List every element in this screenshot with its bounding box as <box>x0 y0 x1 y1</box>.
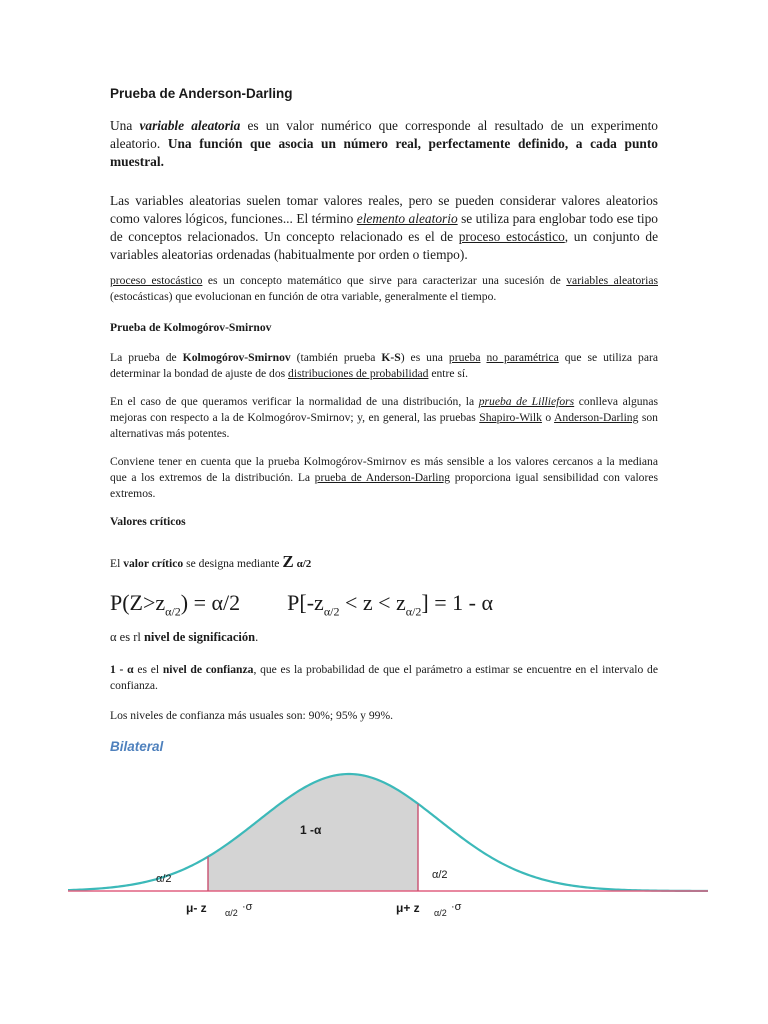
text: La prueba de <box>110 351 183 364</box>
text: P[-z <box>287 590 324 615</box>
x-label-upper-sigma: ·σ <box>451 901 462 913</box>
paragraph-stochastic-process <box>110 273 658 305</box>
paragraph-confidence-levels: Los niveles de confianza más usuales son: 90%; 95% y 99%. <box>110 709 394 722</box>
region-label-left-tail: α/2 <box>156 873 172 885</box>
text: . <box>255 630 259 644</box>
link-distribuciones-de-probabilidad[interactable]: distribuciones de probabilidad <box>288 367 429 380</box>
text: El <box>110 557 124 570</box>
text: que se utiliza para determinar la bondad de ajuste de dos <box>110 351 658 380</box>
text: es el <box>133 663 163 676</box>
link-variables-aleatorias[interactable]: variables aleatorias <box>566 274 658 287</box>
page-title: Prueba de Anderson-Darling <box>110 86 293 101</box>
definition-bold: Una función que asocia un número real, perfectamente definido, a cada punto muestral. <box>110 136 658 169</box>
paragraph-critical-value <box>110 554 658 572</box>
x-label-lower-sigma: ·σ <box>242 901 253 913</box>
text: o <box>541 411 555 424</box>
link-elemento-aleatorio[interactable]: elemento aleatorio <box>356 211 458 226</box>
term-one-minus-alpha: 1 - α <box>110 663 134 676</box>
subscript: α/2 <box>405 604 422 619</box>
heading-bilateral: Bilateral <box>110 739 164 754</box>
subscript: α/2 <box>165 604 181 619</box>
symbol-z: Z <box>282 552 294 571</box>
text: es un valor numérico que corresponde al resultado de un experimento aleatorio. <box>110 118 658 151</box>
subscript: α/2 <box>323 604 340 619</box>
text: (estocásticas) que evolucionan en función de otra variable, generalmente el tiempo. <box>110 290 497 303</box>
term-nivel-de-confianza: nivel de confianza <box>162 663 254 676</box>
paragraph-real-values <box>110 192 658 264</box>
link-proceso-estocastico[interactable]: proceso estocástico <box>110 274 203 287</box>
heading-valores-criticos: Valores críticos <box>110 515 186 528</box>
region-label-right-tail: α/2 <box>432 869 448 881</box>
text: ) es una <box>400 351 449 364</box>
term-kolmogorov-smirnov: Kolmogórov-Smirnov <box>182 351 291 364</box>
link-prueba-de-anderson-darling[interactable]: prueba de Anderson-Darling <box>314 471 451 484</box>
text: , un conjunto de variables aleatorias ordenadas (habitualmente por orden o tiempo). <box>110 229 659 262</box>
link-no-parametrica[interactable]: no paramétrica <box>486 351 559 364</box>
text: (también prueba <box>290 351 382 364</box>
link-proceso-estocastico[interactable]: proceso estocástico <box>458 229 565 244</box>
paragraph-sensitivity <box>110 454 658 502</box>
text: se utiliza para englobar todo ese tipo de conceptos relacionados. Un concepto relacionado es el de <box>110 211 658 244</box>
text: es un concepto matemático que sirve para caracterizar una sucesión de <box>202 274 567 287</box>
text: P(Z>z <box>110 590 166 615</box>
text: Una <box>110 118 140 133</box>
paragraph-significance <box>110 629 658 645</box>
formula-confidence-interval <box>287 590 494 619</box>
link-shapiro-wilk[interactable]: Shapiro-Wilk <box>479 411 542 424</box>
symbol-alpha-half: α/2 <box>296 558 312 570</box>
x-label-upper-prefix: μ+ z <box>396 901 420 915</box>
text: < z < z <box>339 590 406 615</box>
region-label-center: 1 -α <box>300 823 322 837</box>
term-variable-aleatoria: variable aleatoria <box>139 118 241 133</box>
normal-curve-chart <box>68 762 708 922</box>
text: En el caso de que queramos verificar la normalidad de una distribución, la <box>110 395 479 408</box>
text: conlleva algunas mejoras con respecto a la de Kolmogórov-Smirnov; y, en general, las pruebas <box>110 395 659 424</box>
formula-line <box>110 590 493 619</box>
link-anderson-darling[interactable]: Anderson-Darling <box>554 411 639 424</box>
term-valor-critico: valor crítico <box>123 557 184 570</box>
text: Las variables aleatorias suelen tomar valores reales, pero se pueden considerar valores aleatorios como valores lógicos, funciones... El término <box>110 193 658 226</box>
text: Conviene tener en cuenta que la prueba Kolmogórov-Smirnov es más sensible a los valores cercanos a la mediana que a los extremos de la distribución. La <box>110 455 658 484</box>
paragraph-confidence <box>110 662 658 694</box>
link-prueba[interactable]: prueba <box>448 351 481 364</box>
x-label-upper-sub: α/2 <box>434 908 447 918</box>
text: se designa mediante <box>183 557 283 570</box>
text: ) = α/2 <box>180 590 241 615</box>
paragraph-ks-test <box>110 350 658 382</box>
formula-probability-tail <box>110 590 241 619</box>
term-ks: K-S <box>381 351 401 364</box>
paragraph-normality <box>110 394 658 442</box>
term-nivel-de-significacion: nivel de significación <box>143 630 256 644</box>
text: , que es la probabilidad de que el parámetro a estimar se encuentre en el intervalo de confianza. <box>110 663 658 692</box>
text: α es rl <box>110 630 144 644</box>
x-label-lower-sub: α/2 <box>225 908 238 918</box>
x-label-lower-prefix: μ- z <box>186 901 207 915</box>
link-prueba-de-lilliefors[interactable]: prueba de Lilliefors <box>478 395 575 408</box>
text: son alternativas más potentes. <box>110 411 658 440</box>
text: proporciona igual sensibilidad con valores extremos. <box>110 471 658 500</box>
text: ] = 1 - α <box>421 590 494 615</box>
paragraph-random-variable <box>110 117 658 171</box>
text: entre sí. <box>428 367 469 380</box>
heading-kolmogorov-smirnov: Prueba de Kolmogórov-Smirnov <box>110 321 272 334</box>
